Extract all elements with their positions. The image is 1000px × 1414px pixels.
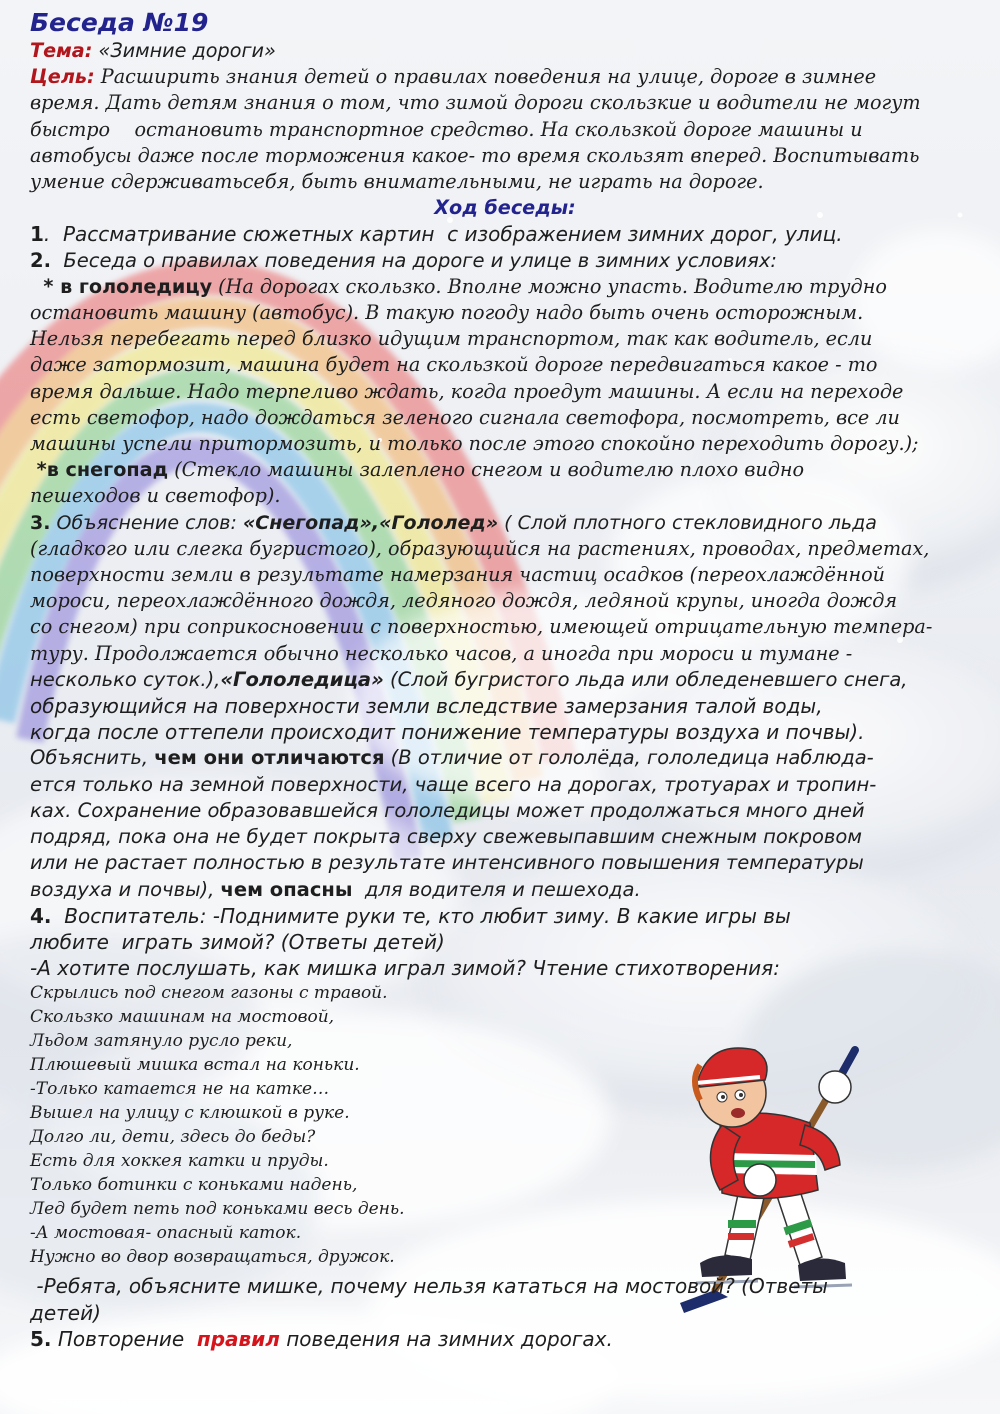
- item-2: [30, 248, 980, 274]
- definition-line: туру. Продолжается обычно несколько часов, а иногда при мороси и тумане -: [30, 641, 853, 665]
- definition-line: мороси, переохлаждённого дождя, ледяного дождя, ледяной крупы, иногда дождя: [30, 589, 898, 613]
- ice-label: * в гололедицу: [30, 274, 213, 298]
- topic-line: [30, 38, 980, 64]
- difference-line: подряд, пока она не будет покрыта сверху свежевыпавшим снежным покровом: [30, 825, 863, 849]
- poem-line: Скользко машинам на мостовой,: [30, 1007, 335, 1028]
- item-5-text: поведения на зимних дорогах.: [279, 1326, 613, 1351]
- poem-line: Лед будет петь под коньками весь день.: [30, 1199, 405, 1220]
- poem-line: Только ботинки с коньками надень,: [30, 1175, 358, 1196]
- ice-paragraph: [30, 274, 980, 457]
- item-4-text: Воспитатель: -Поднимите руки те, кто любит зиму. В какие игры вы: [51, 903, 791, 928]
- ice-line: время дальше. Надо терпеливо ждать, когда проедут машины. А если на переходе: [30, 379, 904, 403]
- rules-highlight: правил: [196, 1326, 280, 1351]
- goal-line: автобусы даже после торможения какое- то время скользят вперед. Воспитывать: [30, 143, 920, 167]
- snow-paragraph: [30, 457, 980, 509]
- poem-line: Льдом затянуло русло реки,: [30, 1031, 293, 1052]
- goal-line: Расширить знания детей о правилах поведения на улице, дороге в зимнее: [100, 65, 877, 89]
- goal-paragraph: [30, 64, 980, 195]
- ice-line: есть светофор, надо дождаться зеленого сигнала светофора, посмотреть, все ли: [30, 405, 900, 429]
- item-2-text: Беседа о правилах поведения на дороге и улице в зимних условиях:: [50, 248, 777, 272]
- item-3-number: 3.: [30, 511, 51, 534]
- item-5-number: 5.: [30, 1326, 52, 1351]
- ice-line: даже затормозит, машина будет на скользкой дороге передвигаться какое - то: [30, 353, 878, 377]
- item-4-text: любите играть зимой? (Ответы детей): [30, 929, 445, 954]
- poem-line: Вышел на улицу с клюшкой в руке.: [30, 1103, 350, 1124]
- glaze-definition: ( Слой плотного стекловидного льда: [498, 511, 877, 534]
- goal-line: время. Дать детям знания о том, что зимой дороги скользкие и водители не могут: [30, 91, 921, 115]
- explain-text: Объяснить,: [30, 746, 155, 770]
- closing-question: [30, 1273, 980, 1325]
- goal-label: Цель:: [30, 65, 95, 89]
- topic-value: «Зимние дороги»: [98, 39, 276, 62]
- item-5-text: Повторение: [51, 1326, 197, 1351]
- poem-line: Скрылись под снегом газоны с травой.: [30, 983, 388, 1004]
- item-4: [30, 903, 980, 982]
- course-heading: Ход беседы:: [434, 196, 576, 220]
- term-separator: ,: [371, 511, 380, 534]
- difference-line: ках. Сохранение образовавшейся гололедицы может продолжаться много дней: [30, 798, 865, 822]
- ice-line: машины успели притормозить, и только после этого спокойно переходить дорогу.);: [30, 432, 919, 456]
- ice-text: (На дорогах скользко. Вполне можно упасть. Водителю трудно: [212, 274, 887, 298]
- term-black-ice: «Гололедица»: [220, 667, 384, 691]
- goal-line: быстро остановить транспортное средство. На скользкой дороге машины и: [30, 117, 863, 141]
- danger-highlight: чем опасны: [220, 877, 353, 901]
- danger-text: для водителя и пешехода.: [352, 877, 641, 901]
- difference-highlight: чем они отличаются: [154, 746, 385, 770]
- poem-line: Нужно во двор возвращаться, дружок.: [30, 1247, 395, 1268]
- difference-text: (В отличие от гололёда, гололедица наблюда-: [384, 746, 874, 770]
- item-1-number: 1: [30, 222, 44, 247]
- item-3: [30, 510, 980, 903]
- ice-line: остановить машину (автобус). В такую погоду надо быть очень осторожным.: [30, 301, 864, 325]
- item-5: [30, 1326, 980, 1352]
- term-glaze-ice: «Гололед»: [379, 511, 499, 534]
- item-4-number: 4.: [30, 903, 52, 928]
- closing-line: -Ребята, объясните мишке, почему нельзя кататься на мостовой? (Ответы: [30, 1274, 828, 1299]
- definition-line: несколько суток.),: [30, 667, 221, 691]
- definition-line: образующийся на поверхности земли вследствие замерзания талой воды,: [30, 694, 823, 719]
- item-2-number: 2.: [30, 248, 51, 272]
- poem-line: Плюшевый мишка встал на коньки.: [30, 1055, 360, 1076]
- definition-line: когда после оттепели происходит понижение температуры воздуха и почвы).: [30, 720, 865, 745]
- snow-label: *в снегопад: [30, 458, 169, 482]
- poem-line: Долго ли, дети, здесь до беды?: [30, 1127, 316, 1148]
- closing-line: детей): [30, 1300, 101, 1325]
- difference-line: воздуха и почвы),: [30, 877, 221, 901]
- poem-line: Есть для хоккея катки и пруды.: [30, 1151, 329, 1172]
- definition-line: со снегом) при соприкосновении с поверхностью, имеющей отрицательную темпера-: [30, 615, 933, 639]
- snow-line: пешеходов и светофор).: [30, 484, 281, 508]
- topic-label: Тема:: [30, 39, 93, 62]
- definition-line: поверхности земли в результате намерзания частиц осадков (переохлаждённой: [30, 563, 886, 587]
- black-ice-definition: (Слой бугристого льда или обледеневшего снега,: [383, 667, 908, 691]
- goal-line: умение сдерживатьсебя, быть внимательными, не играть на дороге.: [30, 170, 764, 194]
- ice-line: Нельзя перебегать перед близко идущим транспортом, так как водитель, если: [30, 327, 873, 351]
- document-body: [30, 8, 980, 1352]
- item-3-intro: Объяснение слов:: [50, 511, 243, 534]
- document-title: Беседа №19: [30, 8, 209, 37]
- item-1: [30, 221, 980, 247]
- poem-line: -А мостовая- опасный каток.: [30, 1223, 302, 1244]
- difference-line: ется только на земной поверхности, чаще всего на дорогах, тротуарах и тропин-: [30, 772, 877, 796]
- poem: [30, 981, 980, 1269]
- snow-text: (Стекло машины залеплено снегом и водителю плохо видно: [168, 458, 805, 482]
- definition-line: (гладкого или слегка бугристого), образующийся на растениях, проводах, предметах,: [30, 536, 930, 560]
- term-snowfall: «Снегопад»: [242, 511, 372, 534]
- poem-line: -Только катается не на катке…: [30, 1079, 330, 1100]
- item-1-text: . Рассматривание сюжетных картин с изображением зимних дорог, улиц.: [43, 222, 843, 247]
- difference-line: или не растает полностью в результате интенсивного повышения температуры: [30, 851, 864, 875]
- item-4-text: -А хотите послушать, как мишка играл зимой? Чтение стихотворения:: [30, 956, 780, 981]
